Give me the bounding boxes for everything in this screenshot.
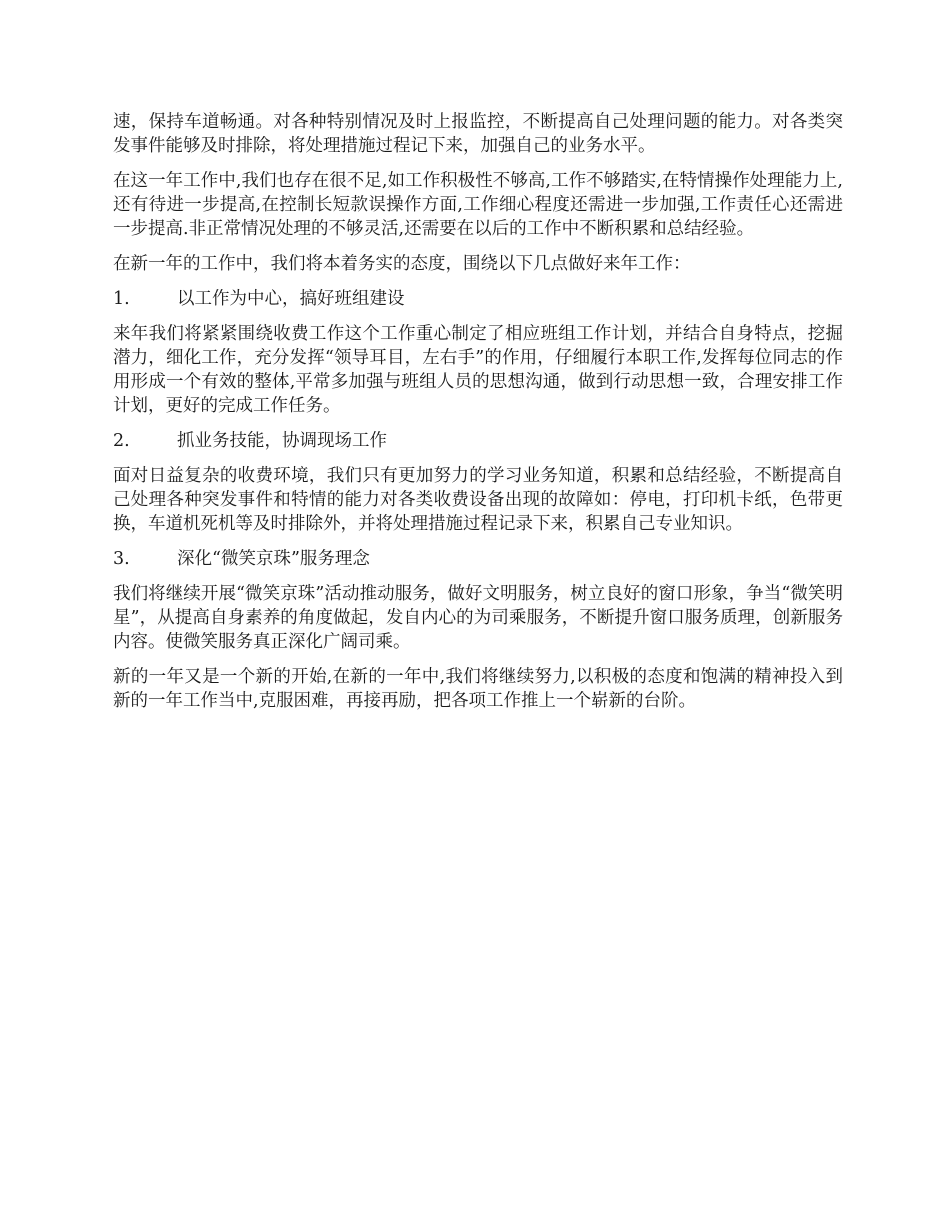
section-number: 2. [113, 431, 130, 451]
section-heading-2 [113, 429, 843, 453]
section-number: 1. [113, 289, 130, 309]
paragraph-closing: 新的一年又是一个新的开始,在新的一年中,我们将继续努力,以积极的态度和饱满的精神投入到新的一年工作当中,克服困难，再接再励，把各项工作推上一个崭新的台阶。 [113, 667, 843, 711]
paragraph-continuation: 速，保持车道畅通。对各种特别情况及时上报监控，不断提高自己处理问题的能力。对各类突发事件能够及时排除，将处理措施过程记下来，加强自己的业务水平。 [113, 112, 843, 156]
section-heading-1 [113, 287, 843, 311]
section-title: 抓业务技能，协调现场工作 [177, 431, 387, 451]
document-body [113, 110, 843, 724]
section-title: 以工作为中心，搞好班组建设 [177, 289, 405, 309]
paragraph-intro-plan: 在新一年的工作中，我们将本着务实的态度，围绕以下几点做好来年工作： [113, 254, 691, 274]
section-heading-3 [113, 547, 843, 571]
section-title: 深化“微笑京珠”服务理念 [177, 549, 370, 569]
section-number: 3. [113, 549, 130, 569]
section-body-3: 我们将继续开展“微笑京珠”活动推动服务，做好文明服务，树立良好的窗口形象，争当“微笑明星”，从提高自身素养的角度做起，发自内心的为司乘服务，不断提升窗口服务质理，创新服务内容。使微笑服务真正深化广阔司乘。 [113, 584, 843, 652]
paragraph-shortcomings: 在这一年工作中,我们也存在很不足,如工作积极性不够高,工作不够踏实,在特情操作处理能力上,还有待进一步提高,在控制长短款误操作方面,工作细心程度还需进一步加强,工作责任心还需进一步提高.非正常情况处理的不够灵活,还需要在以后的工作中不断积累和总结经验。 [113, 171, 843, 239]
section-body-2: 面对日益复杂的收费环境，我们只有更加努力的学习业务知道，积累和总结经验，不断提高自己处理各种突发事件和特情的能力对各类收费设备出现的故障如：停电，打印机卡纸，色带更换，车道机死机等及时排除外，并将处理措施过程记录下来，积累自己专业知识。 [113, 466, 843, 534]
section-body-1: 来年我们将紧紧围绕收费工作这个工作重心制定了相应班组工作计划，并结合自身特点，挖掘潜力，细化工作，充分发挥“领导耳目，左右手”的作用，仔细履行本职工作,发挥每位同志的作用形成一个有效的整体,平常多加强与班组人员的思想沟通，做到行动思想一致，合理安排工作计划，更好的完成工作任务。 [113, 324, 843, 416]
